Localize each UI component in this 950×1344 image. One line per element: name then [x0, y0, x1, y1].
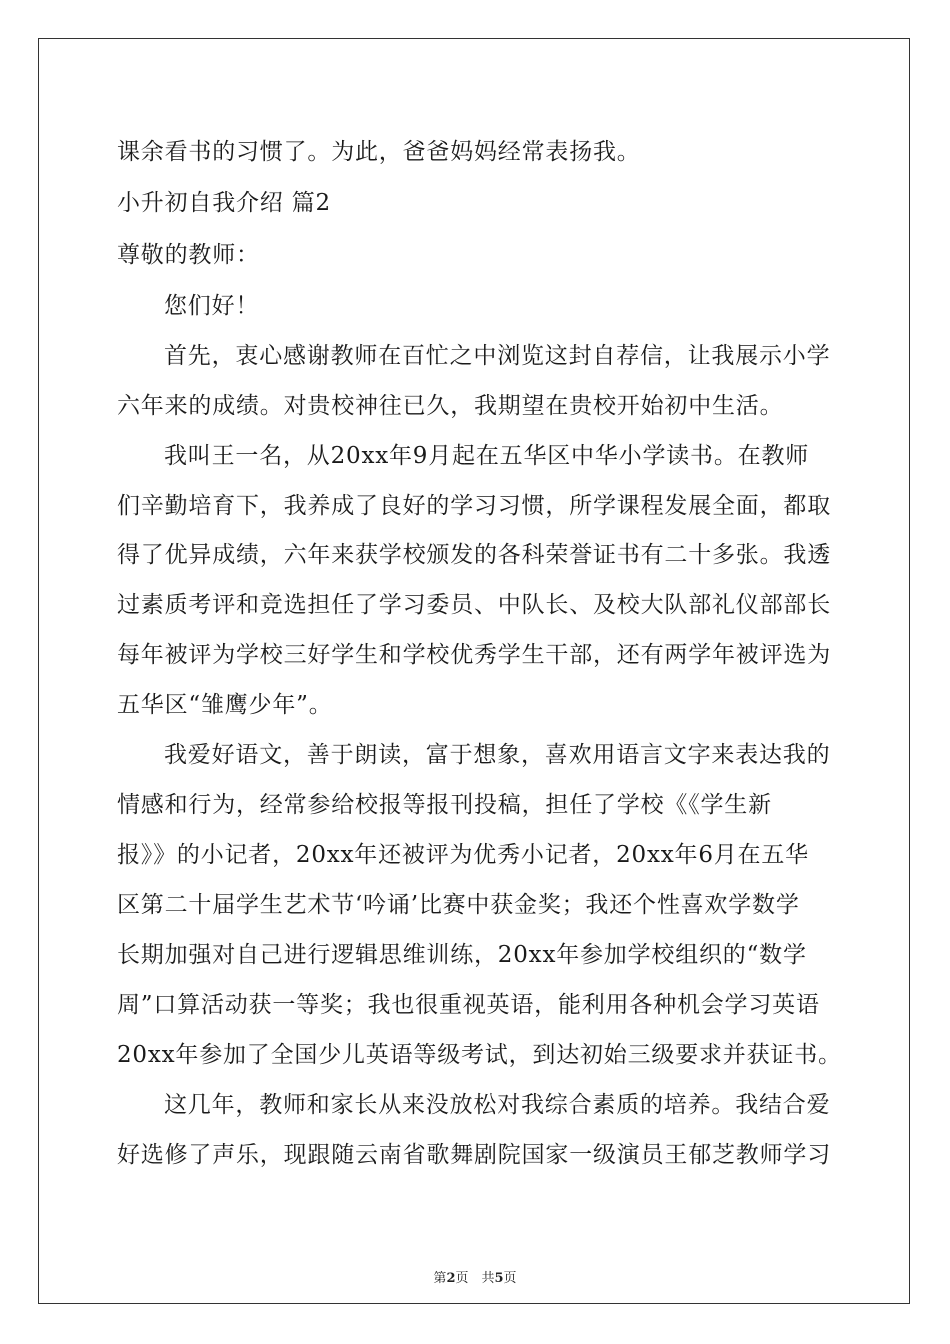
text-line: 过素质考评和竞选担任了学习委员、中队长、及校大队部礼仪部部长 — [117, 592, 831, 618]
page-suffix: 页 — [503, 1271, 517, 1286]
text-line: 我叫王一名，从20xx年9月起在五华区中华小学读书。在教师 — [164, 443, 810, 469]
text-line: 五华区“雏鹰少年”。 — [117, 692, 333, 718]
text-line: 首先，衷心感谢教师在百忙之中浏览这封自荐信，让我展示小学 — [164, 343, 831, 369]
page-prefix: 第 — [433, 1271, 447, 1286]
text-line: 课余看书的习惯了。为此，爸爸妈妈经常表扬我。 — [117, 139, 641, 165]
text-line: 六年来的成绩。对贵校神往已久，我期望在贵校开始初中生活。 — [117, 393, 784, 419]
greeting: 您们好！ — [164, 293, 260, 319]
page-current: 2 — [446, 1271, 456, 1286]
text-line: 得了优异成绩，六年来获学校颁发的各科荣誉证书有二十多张。我透 — [117, 542, 831, 568]
text-line: 我爱好语文，善于朗读，富于想象，喜欢用语言文字来表达我的 — [164, 742, 831, 768]
salutation: 尊敬的教师： — [117, 242, 260, 268]
text-line: 情感和行为，经常参给校报等报刊投稿，担任了学校《《学生新 — [117, 792, 772, 818]
text-line: 们辛勤培育下，我养成了良好的学习习惯，所学课程发展全面，都取 — [117, 493, 831, 519]
text-line: 20xx年参加了全国少儿英语等级考试，到达初始三级要求并获证书。 — [117, 1042, 842, 1068]
text-line: 周”口算活动获一等奖；我也很重视英语，能利用各种机会学习英语 — [117, 992, 820, 1018]
text-line: 这几年，教师和家长从来没放松对我综合素质的培养。我结合爱 — [164, 1092, 831, 1118]
page-total: 5 — [494, 1271, 504, 1286]
text-line: 好选修了声乐，现跟随云南省歌舞剧院国家一级演员王郁芝教师学习 — [117, 1142, 831, 1168]
page-footer — [0, 1271, 950, 1287]
page-mid: 页 共 — [455, 1271, 495, 1286]
text-line: 区第二十届学生艺术节‘吟诵’比赛中获金奖；我还个性喜欢学数学 — [117, 892, 800, 918]
text-line: 报》》的小记者，20xx年还被评为优秀小记者，20xx年6月在五华 — [117, 842, 809, 868]
text-line: 每年被评为学校三好学生和学校优秀学生干部，还有两学年被评选为 — [117, 642, 831, 668]
section-heading: 小升初自我介绍 篇2 — [117, 190, 331, 216]
text-line: 长期加强对自己进行逻辑思维训练，20xx年参加学校组织的“数学 — [117, 942, 807, 968]
